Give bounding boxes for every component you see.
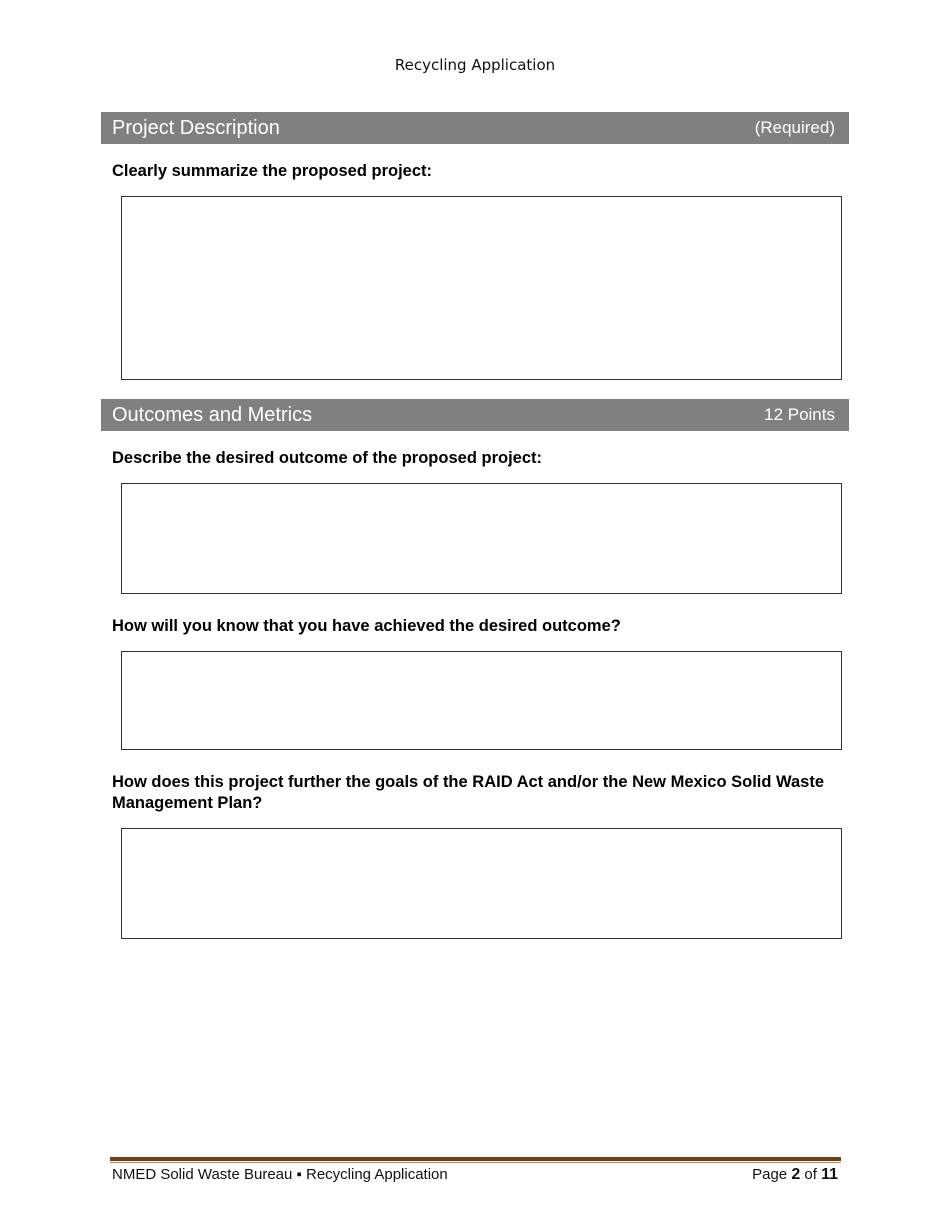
points-label: 12 Points <box>764 405 835 424</box>
page-current: 2 <box>791 1166 801 1183</box>
raid-act-answer-field[interactable] <box>121 828 842 939</box>
desired-outcome-question: Describe the desired outcome of the proposed project: <box>112 449 542 467</box>
footer-rule <box>110 1157 841 1161</box>
footer-text: NMED Solid Waste Bureau ▪ Recycling Application <box>112 1166 448 1183</box>
page-total: 11 <box>821 1166 838 1183</box>
footer-rule-thin <box>110 1162 841 1163</box>
desired-outcome-answer-field[interactable] <box>121 483 842 594</box>
page-number <box>752 1166 838 1184</box>
project-description-bar <box>101 112 849 144</box>
outcomes-metrics-bar <box>101 399 849 431</box>
raid-act-question: How does this project further the goals of the RAID Act and/or the New Mexico Solid Waste Management Plan? <box>112 773 825 812</box>
summary-question: Clearly summarize the proposed project: <box>112 162 433 180</box>
section-title: Project Description <box>112 116 280 139</box>
page-header-title: Recycling Application <box>394 56 556 74</box>
page-prefix: Page <box>752 1166 788 1183</box>
section-title: Outcomes and Metrics <box>112 403 313 426</box>
required-label: (Required) <box>754 118 835 137</box>
page-of: of <box>804 1166 817 1183</box>
achievement-question: How will you know that you have achieved the desired outcome? <box>112 617 621 635</box>
summary-answer-field[interactable] <box>121 196 842 380</box>
achievement-answer-field[interactable] <box>121 651 842 750</box>
